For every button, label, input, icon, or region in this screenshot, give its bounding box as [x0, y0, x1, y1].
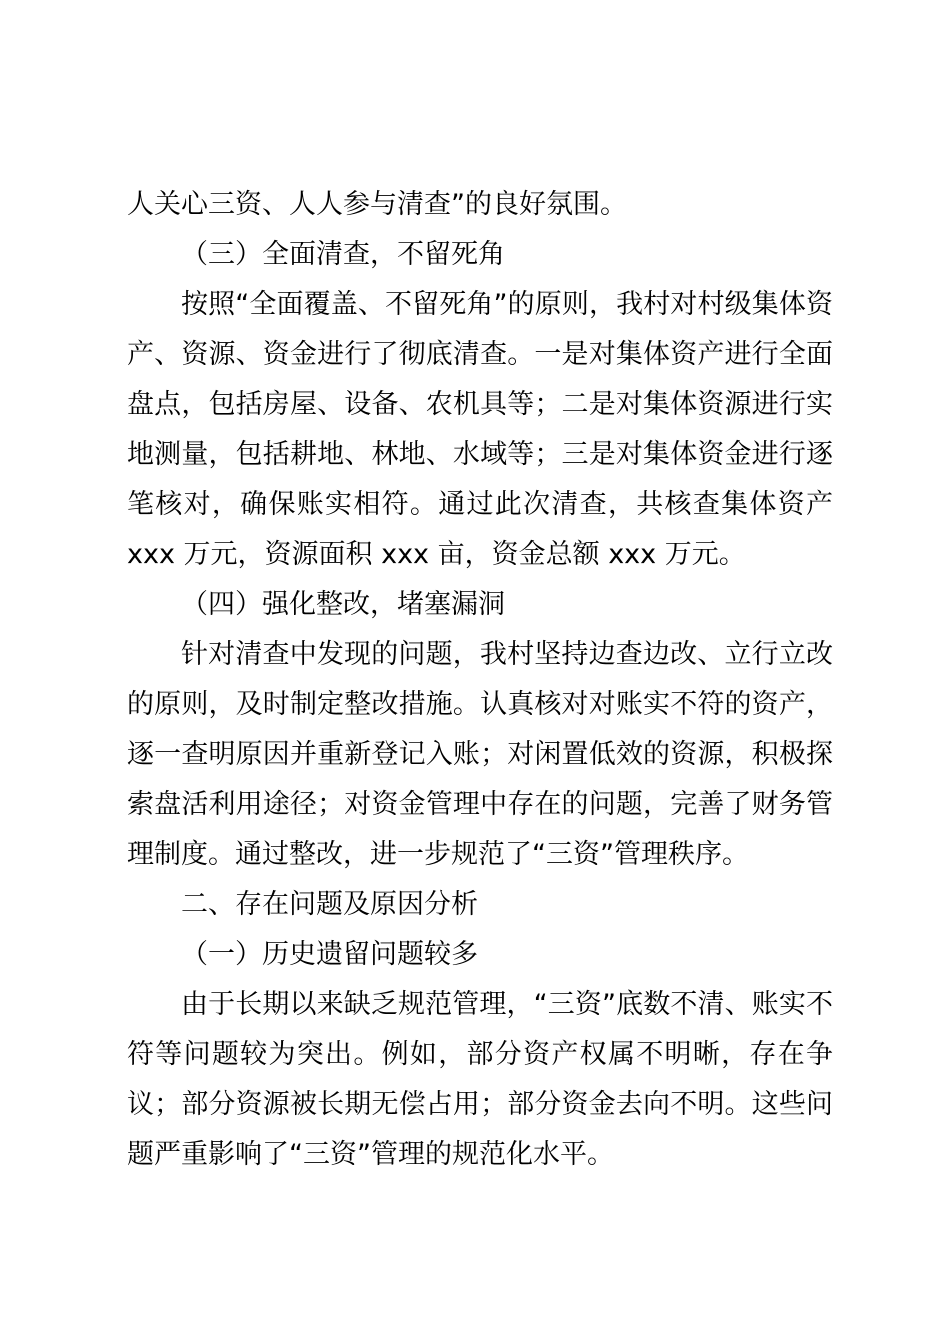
section-heading-two: 二、存在问题及原因分析 [181, 889, 478, 920]
paragraph-rectification: 针对清查中发现的问题，我村坚持边查边改、立行立改的原则，及时制定整改措施。认真核对对账实不符的资产，逐一查明原因并重新登记入账；对闲置低效的资源，积极探索盘活利用途径；对资金管理中存在的问题，完善了财务管理制度。通过整改，进一步规范了“三资”管理秩序。 [127, 639, 833, 870]
subheading-four: （四）强化整改，堵塞漏洞 [181, 589, 505, 620]
paragraph-historical-issues: 由于长期以来缺乏规范管理，“三资”底数不清、账实不符等问题较为突出。例如，部分资产权属不明晰，存在争议；部分资源被长期无偿占用；部分资金去向不明。这些问题严重影响了“三资”管理的规范化水平。 [127, 989, 833, 1170]
paragraph-continuation: 人关心三资、人人参与清查”的良好氛围。 [127, 189, 627, 220]
paragraph-comprehensive-check: 按照“全面覆盖、不留死角”的原则，我村对村级集体资产、资源、资金进行了彻底清查。一是对集体资产进行全面盘点，包括房屋、设备、农机具等；二是对集体资源进行实地测量，包括耕地、林地、水域等；三是对集体资金进行逐笔核对，确保账实相符。通过此次清查，共核查集体资产 xxx 万元，资源面积 xxx 亩，资金总额 xxx 万元。 [127, 289, 833, 570]
subheading-three: （三）全面清查，不留死角 [181, 239, 505, 270]
subheading-one: （一）历史遗留问题较多 [181, 939, 478, 970]
document-body [127, 180, 833, 1180]
